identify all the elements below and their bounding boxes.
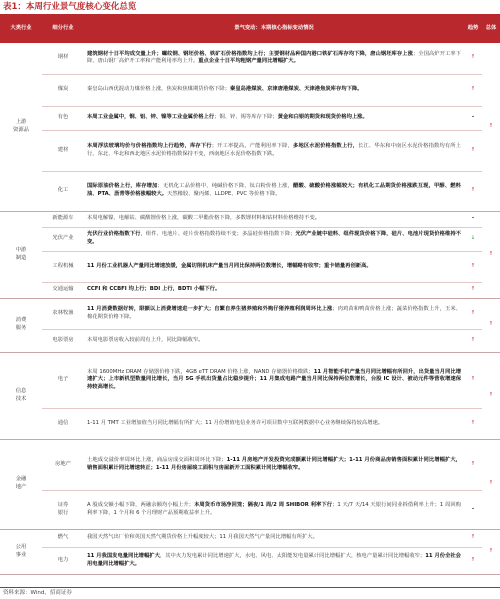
total-arrow-icon: ↑: [482, 439, 500, 529]
description-text: 本周浮法玻璃均价与价格指数均上行趋势，库存下行: [87, 142, 212, 149]
table-row: [0, 352, 500, 408]
table-row: [0, 298, 500, 329]
description-cell: [84, 298, 464, 329]
trend-arrow-icon: ↑: [464, 130, 482, 171]
subindustry-cell: 新能源车: [42, 211, 84, 227]
category-cell: 消费 服务: [0, 298, 42, 352]
description-text: 醋酸、硫酸价格涨幅较大；有机化工品期货价格涨跌互现，甲醇、燃料油、PTA、沥青等价格涨幅较大。: [87, 183, 461, 197]
table-row: [0, 211, 500, 227]
category-cell: 上游 资源品: [0, 43, 42, 211]
table-title: 表1：本周行业景气度核心变化总览: [3, 2, 137, 12]
total-arrow-icon: ↑: [482, 529, 500, 574]
total-arrow-icon: ↑: [482, 298, 500, 352]
table-row: [0, 282, 500, 298]
trend-arrow-icon: ↑: [464, 352, 482, 408]
trend-arrow-icon: ↑: [464, 171, 482, 211]
subindustry-cell: 燃气: [42, 529, 84, 547]
description-text: 天然橡胶、聚丙烯、LLDPE、PVC 等价格下降。: [167, 191, 281, 197]
subindustry-cell: 房地产: [42, 439, 84, 490]
description-text: ；1 天/7 天/14 天银行间同业拆借利率上升；1 周回购利率下降，1 个月和 6 个月理财产品预期收益率上升。: [87, 501, 461, 516]
industry-overview-table: [0, 15, 500, 575]
description-text: 本周工业金属中，铜、铝、锌、镍等工业金属价格上行: [87, 114, 215, 121]
description-text: 黄金和白银的期货和现货价格均上涨。: [277, 114, 368, 121]
description-text: 我国天然气出厂价和英国天然气期货价格上升幅度较大；11 月我国天然气产量同比增幅有所扩大。: [87, 534, 318, 541]
table-row: [0, 439, 500, 490]
subindustry-cell: 有色: [42, 106, 84, 130]
subindustry-cell: 电影票房: [42, 329, 84, 352]
description-text: 11 月份工业机器人产量同比增速放缓，金属切削机床产量当月同比保持两位数增长，增幅略有收窄；重卡销量再创新高。: [87, 262, 372, 269]
table-row: [0, 130, 500, 171]
trend-arrow-icon: ↓: [464, 227, 482, 251]
category-cell: 中游 制造: [0, 211, 42, 298]
description-text: 秦皇岛港煤炭、京津唐港煤炭、天津港焦炭库存均下降。: [230, 86, 363, 93]
header-subindustry: 细分行业: [42, 15, 84, 43]
description-cell: [84, 329, 464, 352]
description-text: 光伏产业链中硅料、组件现货价格下降，硅片、电池片现货价格维持不变。: [87, 231, 461, 245]
trend-arrow-icon: ↑: [464, 74, 482, 106]
trend-arrow-icon: ↑: [464, 251, 482, 282]
description-text: 长江、华东和中南区水泥价格指数均有所上行，东北、华北和西北地区水泥价格指数保持不变，西南地区水泥价格指数下跌。: [87, 142, 461, 157]
header-description: 景气变动：本期核心指标变动情况: [84, 15, 464, 43]
description-cell: [84, 529, 464, 547]
subindustry-cell: 证券 银行: [42, 490, 84, 529]
table-row: [0, 74, 500, 106]
description-text: 土地成交溢价率周环比上涨，商品房成交面积周环比下降；: [87, 456, 227, 463]
header-row: [0, 15, 500, 43]
table-row: [0, 106, 500, 130]
description-text: ，组件、电池片、硅片价格指数持续不变；多晶硅价格指数下降；: [140, 231, 296, 238]
description-text: 11 月智能手机产量当月同比增幅有所回升，出货量当月同比增速扩大；上市新机型数量同比增长，当月 5G 手机出货量占比稳步提升；11 月集成电路产量当月同比保持两位数增长，台股 IC 设计、被动元件等营收增速保持较高增长。: [87, 368, 462, 390]
trend-arrow-icon: ↑: [464, 282, 482, 298]
description-cell: [84, 43, 464, 74]
category-cell: 金融 地产: [0, 439, 42, 529]
description-cell: [84, 227, 464, 251]
description-text: 本周 1600MHz DRAM 存储器价格下跌，4GB eTT DRAM 价格上涨，NAND 存储器价格微跌；: [87, 368, 314, 375]
total-arrow-icon: ↑: [482, 211, 500, 298]
description-cell: [84, 171, 464, 211]
description-text: CCFI 和 CCBFI 均上行；BDI 上行，BDTI 小幅下行。: [87, 286, 221, 293]
description-text: 建筑钢材十日平均成交量上升；螺纹钢、钢坯价格、铁矿石价格指数均上行；主要钢材品种国内港口铁矿石库存均下降，唐山钢坯库存上涨: [87, 50, 413, 57]
subindustry-cell: 工程机械: [42, 251, 84, 282]
description-cell: [84, 211, 464, 227]
description-text: 重点企业十日平均粗钢产量同比增幅扩大。: [198, 58, 299, 65]
subindustry-cell: 交通运输: [42, 282, 84, 298]
table-row: [0, 227, 500, 251]
table-row: [0, 547, 500, 574]
trend-arrow-icon: ↑: [464, 298, 482, 329]
description-text: 11 月我国发电量同比增幅扩大: [87, 552, 160, 559]
table-row: [0, 329, 500, 352]
trend-arrow-icon: -: [464, 106, 482, 130]
subindustry-cell: 钢材: [42, 43, 84, 74]
trend-arrow-icon: ↑: [464, 329, 482, 352]
subindustry-cell: 化工: [42, 171, 84, 211]
trend-arrow-icon: ↑: [464, 529, 482, 547]
table-row: [0, 529, 500, 547]
description-text: ；肉鸡苗和鸭苗价格上涨；蔬菜价格指数上升，玉米、棉花期货价格下降。: [87, 305, 461, 320]
table-row: [0, 251, 500, 282]
table-row: [0, 43, 500, 74]
header-category: 大类行业: [0, 15, 42, 43]
description-cell: [84, 439, 464, 490]
source-note: 资料来源：Wind，招商证券: [3, 590, 72, 596]
description-text: 光伏行业价格指数下行: [87, 231, 141, 238]
description-text: 多地区水泥价格指数上行，: [293, 142, 359, 149]
description-text: 1-11 月 TMT 工业增加值当月同比增幅有所扩大；11 月份增值电信业务许可项目数中互联网数据中心业务继续保持较高增速。: [87, 419, 384, 426]
description-text: ；全国高炉开工率下降，唐山钢厂高炉开工率和产能利用率均上升。: [87, 50, 461, 65]
description-text: ；铜、锌、锡等库存下降；: [214, 114, 278, 121]
table-body: [0, 43, 500, 574]
description-cell: [84, 547, 464, 574]
description-text: 11 月份全社会用电量同比增幅扩大。: [87, 552, 461, 567]
category-cell: 信息 技术: [0, 352, 42, 439]
description-text: A 股成交额小幅下降，两融余额均小幅上升；: [87, 501, 195, 508]
trend-arrow-icon: ↑: [464, 408, 482, 439]
trend-arrow-icon: -: [464, 211, 482, 227]
table-row: [0, 490, 500, 529]
table-row: [0, 171, 500, 211]
description-cell: [84, 282, 464, 298]
header-total: 总体: [482, 15, 500, 43]
description-text: 11 月消费数据好转，限额以上消费增速进一步扩大；自繁自养生猪养殖和外购仔猪养殖利润周环比上涨: [87, 305, 333, 312]
trend-arrow-icon: ↑: [464, 547, 482, 574]
subindustry-cell: 煤炭: [42, 74, 84, 106]
description-text: 秦皇岛山西优混动力煤价格上涨，焦炭和焦煤期货价格下降；: [87, 86, 231, 93]
description-text: 本周货币市场净回笼；隔夜/1 周/2 周 SHIBOR 利率下行: [194, 501, 333, 508]
description-cell: [84, 408, 464, 439]
description-text: 本周电影票房收入较前周有上升，同比降幅收窄。: [87, 336, 204, 343]
description-cell: [84, 251, 464, 282]
description-text: ，其中火力发电累计同比增速扩大，水电、风电、太阳能发电量累计同比增幅扩大，核电产量累计同比增幅收窄；: [159, 552, 426, 559]
header-trend: 趋势: [464, 15, 482, 43]
description-cell: [84, 74, 464, 106]
description-cell: [84, 490, 464, 529]
subindustry-cell: 光伏产业: [42, 227, 84, 251]
description-text: 本周电解镍、电解钴、碳酸锂价格上涨，碳酸二甲酯价格下降，多数锂材料和钴材料价格维持不变。: [87, 215, 321, 222]
total-arrow-icon: ↑: [482, 352, 500, 439]
trend-arrow-icon: -: [464, 490, 482, 529]
subindustry-cell: 通信: [42, 408, 84, 439]
description-text: ；开工率提高，产能利用率下降，: [211, 142, 294, 149]
description-cell: [84, 130, 464, 171]
category-cell: 公用 事业: [0, 529, 42, 574]
subindustry-cell: 农林牧渔: [42, 298, 84, 329]
trend-arrow-icon: ↑: [464, 43, 482, 74]
description-cell: [84, 106, 464, 130]
description-text: ；无机化工品价格中，纯碱价格下降，钛白粉价格上涨，: [157, 183, 294, 190]
description-text: 国际原油价格上行，库存增加: [87, 183, 158, 190]
table-row: [0, 408, 500, 439]
trend-arrow-icon: ↑: [464, 439, 482, 490]
subindustry-cell: 电力: [42, 547, 84, 574]
description-text: 1-11 月房地产开发投资完成额累计同比增幅扩大；1-11 月份商品房销售面积累计同比增幅扩大，销售面积累计同比增速转正；1-11 月份房屋竣工面积与房屋新开工面积累计同比增幅收窄。: [87, 456, 461, 471]
total-arrow-icon: ↑: [482, 43, 500, 211]
subindustry-cell: 建材: [42, 130, 84, 171]
subindustry-cell: 电子: [42, 352, 84, 408]
description-cell: [84, 352, 464, 408]
